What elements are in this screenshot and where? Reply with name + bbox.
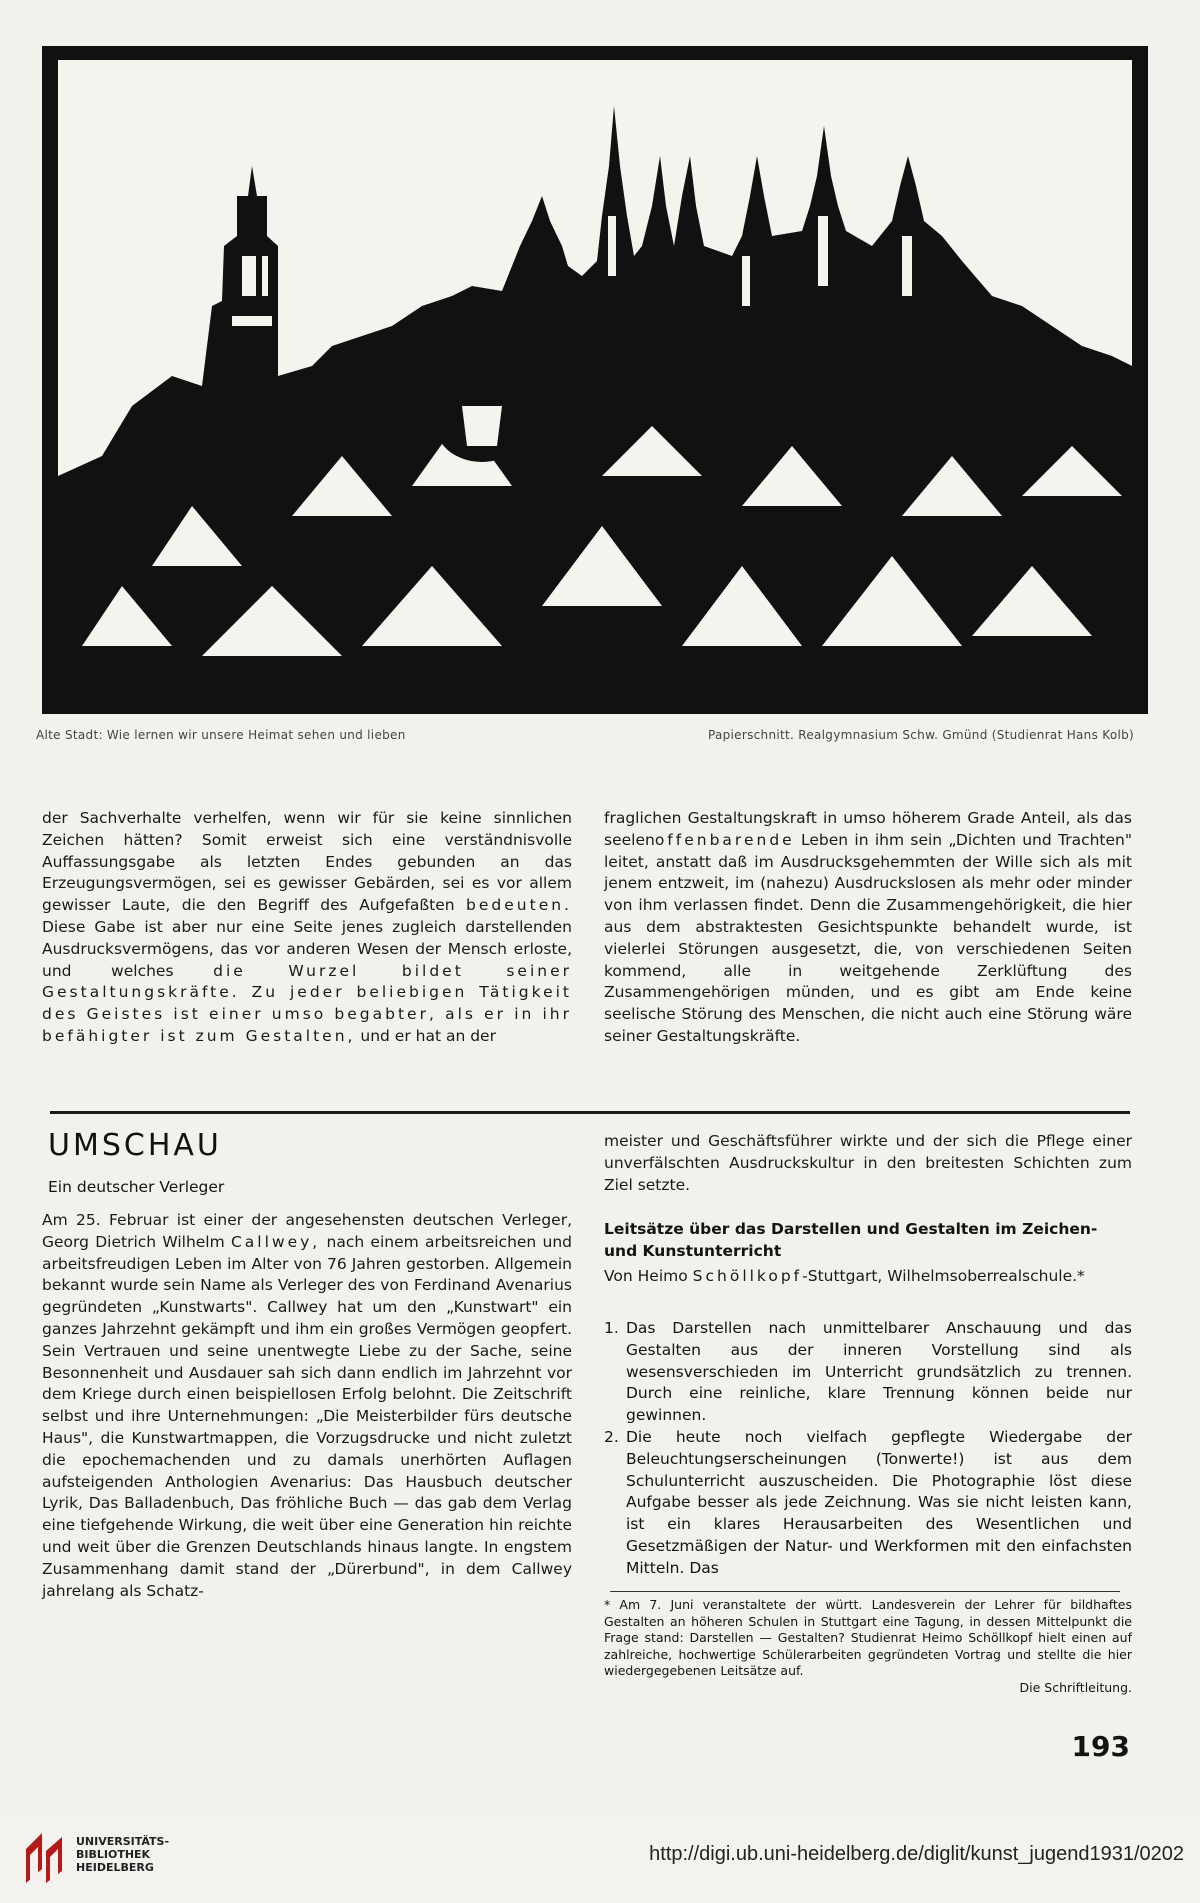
papercut-illustration (42, 46, 1148, 714)
leitsaetze-byline (604, 1266, 1132, 1288)
spaced-text: Callwey, (230, 1232, 321, 1251)
university-library-logo[interactable] (22, 1829, 68, 1887)
institution-name (76, 1835, 169, 1874)
list-item (604, 1318, 1132, 1427)
continuation-text: meister und Geschäftsführer wirkte und der sich die Pflege einer unverfälschten Ausdruckskultur in den breitesten Schichten zum Ziel setzte. (604, 1132, 1132, 1194)
list-item (604, 1427, 1132, 1580)
umschau-article-body (42, 1210, 572, 1602)
page-number: 193 (1071, 1730, 1130, 1763)
author-name: Schöllkopf (692, 1267, 803, 1285)
footnote-signature: Die Schriftleitung. (1019, 1679, 1132, 1695)
image-caption-left: Alte Stadt: Wie lernen wir unsere Heimat sehen und lieben (36, 728, 406, 742)
image-caption-right: Papierschnitt. Realgymnasium Schw. Gmünd (Studienrat Hans Kolb) (707, 728, 1134, 742)
item-number: 2. (604, 1427, 619, 1446)
article-subheading: Ein deutscher Verleger (48, 1178, 225, 1196)
source-url-link[interactable]: http://digi.ub.uni-heidelberg.de/diglit/kunst_jugend1931/0202 (649, 1843, 1184, 1865)
footnote-divider (610, 1591, 1120, 1592)
footnote-text: * Am 7. Juni veranstaltete der württ. Landesverein der Lehrer für bildhaftes Gestalten an höheren Schulen in Stuttgart eine Tagung, in dessen Mittelpunkt die Frage stand: Darstellen — Gestalten? Studienrat Heimo Schöllkopf hielt einen auf zahlreiche, hochwertige Schülerarbeiten gegründeten Vortrag und stellte die hier wiedergegebenen Leitsätze auf. (604, 1597, 1132, 1678)
umschau-continuation (604, 1131, 1132, 1196)
byline-suffix: -Stuttgart, Wilhelmsoberrealschule.* (802, 1267, 1085, 1285)
byline-prefix: Von Heimo (604, 1267, 688, 1285)
top-right-column (604, 808, 1132, 1048)
leitsaetze-list (604, 1318, 1132, 1580)
institution-line: UNIVERSITÄTS- (76, 1835, 170, 1848)
item-number: 1. (604, 1319, 619, 1337)
footnote (604, 1597, 1132, 1696)
leitsaetze-title: Leitsätze über das Darstellen und Gestalten im Zeichen- und Kunstunterricht (604, 1220, 1098, 1260)
text-segment: und er hat an der (360, 1026, 496, 1045)
digitization-footer (0, 1815, 1200, 1903)
text-segment: Diese Gabe ist aber nur eine Seite jenes zugleich darstellenden Ausdrucksvermögens, das vor anderen Wesen der Mensch erloste, und welches (42, 917, 572, 980)
spaced-text: offenbarende (654, 830, 795, 849)
item-text: Das Darstellen nach unmittelbarer Anschauung und das Gestalten aus der inneren Vorstellung sind als wesensverschieden im Unterricht grundsätzlich zu trennen. Durch eine reinliche, klare Trennung können beide nur gewinnen. (626, 1319, 1132, 1425)
text-segment: fraglichen Gestaltungskraft in umso höherem Grade Anteil, als das seelen (604, 809, 1132, 849)
text-segment: Leben in ihm sein „Dichten und Trachten" leitet, anstatt daß im Ausdrucksgehemmten der Wille sich als mit jenem entzweit, im (nahezu) Ausdruckslosen als mehr oder minder von ihm verlassen findet. Denn die Zusammengehörigkeit, die hier aus dem abstraktesten Gesichtspunkte behandelt wurde, ist vielerlei Störungen ausgesetzt, die, von verschiedenen Seiten kommend, alle in weitgehende Zerklüftung des Zusammengehörigen münden, und es gibt am Ende keine seelische Störung des Menschen, die nicht auch eine Störung wäre seiner Gestaltungskräfte. (604, 830, 1132, 1045)
text-segment: Am 25. Februar ist einer der angesehensten deutschen Verleger, Georg Dietrich Wilhelm (42, 1211, 572, 1251)
section-divider (50, 1111, 1130, 1114)
text-segment: der Sachverhalte verhelfen, wenn wir für sie keine sinnlichen Zeichen hätten? Somit erweist sich eine verständnisvolle Auffassungsgabe als letzten Endes gebunden an das Erzeugungsvermögen, sei es gewisser Gebärden, sei es vor allem gewisser Laute, die den Begriff des Aufgefaßten (42, 809, 572, 915)
spaced-text: die Wurzel bildet seiner Gestaltungskräfte. Zu jeder beliebigen Tätigkeit des Geistes ist einer umso begabter, als er in ihr befähigter ist zum Gestalten, (42, 961, 572, 1045)
institution-line: BIBLIOTHEK (76, 1848, 151, 1861)
top-left-column (42, 808, 572, 1048)
text-segment: nach einem arbeitsreichen und arbeitsfreudigen Leben im Alter von 76 Jahren gestorben. Allgemein bekannt wurde sein Name als Verleger des von Ferdinand Avenarius gegründeten „Kunstwarts". Callwey hat um den „Kunstwart" ein ganzes Jahrzehnt gekämpft und ihm ein großes Vermögen geopfert. Sein Vertrauen und seine unentwegte Liebe zu der Sache, seine Besonnenheit und Ausdauer sah sich dann endlich im Jahrzehnt vor dem Kriege durch einen beispiellosen Erfolg belohnt. Die Zeitschrift selbst und ihre Unternehmungen: „Die Meisterbilder fürs deutsche Haus", die Kunstwartmappen, die Vorzugsdrucke und nicht zuletzt die epochemachenden und zu damals unerhörten Auflagen aufsteigenden Anthologien Avenarius: Das Hausbuch deutscher Lyrik, Das Balladenbuch, Das fröhliche Buch — das gab dem Verlag eine tiefgehende Wirkung, die weit über eine Generation hin reichte und weit über die Grenzen Deutschlands hinaus langte. In engstem Zusammenhang damit stand der „Dürerbund", in dem Callwey jahrelang als Schatz- (42, 1232, 572, 1600)
spaced-text: bedeuten. (466, 896, 572, 915)
section-heading-umschau: UMSCHAU (48, 1128, 222, 1163)
item-text: Die heute noch vielfach gepflegte Wiedergabe der Beleuchtungserscheinungen (Tonwerte!) ist aus dem Schulunterricht auszuscheiden. Die Photographie löst diese Aufgabe besser als jede Zeichnung. Was sie nicht leisten kann, ist ein klares Herausarbeiten des Wesentlichen und Gesetzmäßigen der Natur- und Werkformen mit den einfachsten Mitteln. Das (626, 1427, 1132, 1577)
institution-line: HEIDELBERG (76, 1861, 154, 1874)
